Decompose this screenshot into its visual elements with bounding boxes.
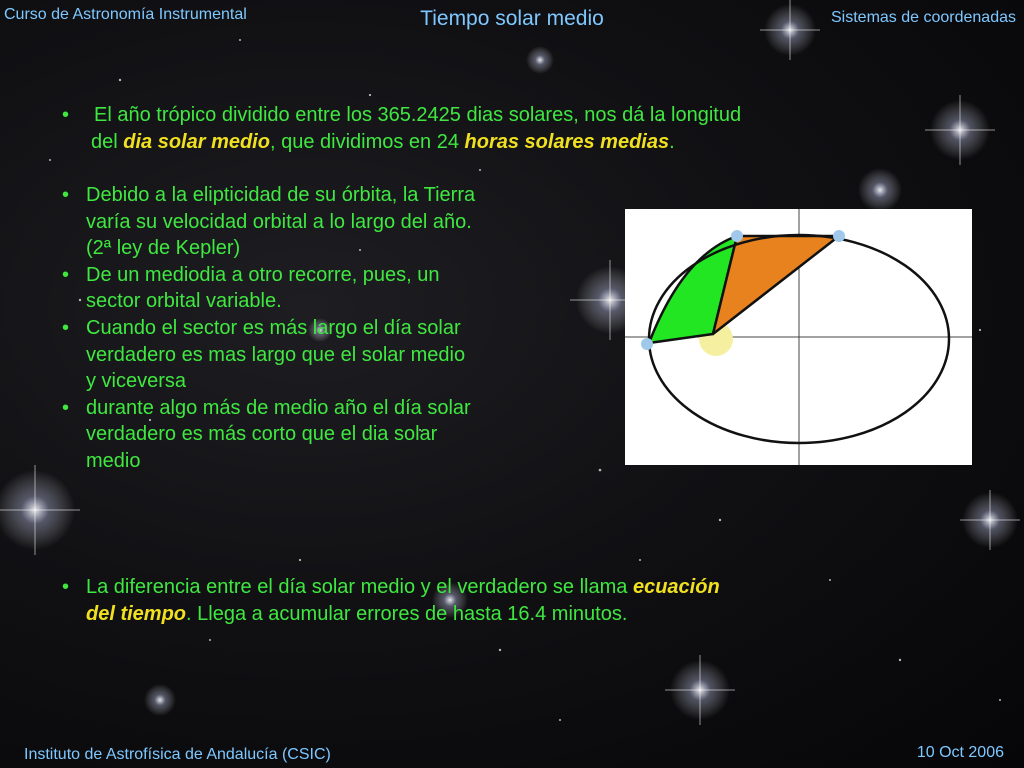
list-item-line: Cuando el sector es más largo el día solar (86, 316, 461, 339)
list-item-line: sector orbital variable. (86, 290, 282, 313)
list-item-line: medio (86, 449, 141, 472)
emphasis-del-tiempo: del tiempo (86, 602, 187, 625)
emphasis-ecuacion: ecuación (632, 576, 720, 598)
slide-title: Tiempo solar medio (420, 7, 604, 30)
list-item-line: durante algo más de medio año el día solar (86, 396, 471, 419)
bullet-marker: • (62, 104, 70, 126)
footer-date: 10 Oct 2006 (916, 744, 1004, 761)
bullet-ecuacion (62, 574, 720, 627)
bullet-intro (62, 102, 741, 155)
orbit-diagram-svg (625, 209, 972, 465)
bullet-marker: • (62, 184, 70, 206)
bullet-intro-prefix: del (91, 130, 124, 153)
emphasis-dia-solar-medio: dia solar medio (123, 130, 270, 153)
footer-institution: Instituto de Astrofísica de Andalucía (CSIC) (24, 746, 331, 763)
list-item-line: y viceversa (86, 370, 187, 393)
bullet-marker: • (62, 263, 70, 286)
bullet-list-left (62, 182, 475, 475)
bullet-intro-line1: El año trópico dividido entre los 365.2425 dias solares, nos dá la longitud (94, 104, 742, 126)
list-item-line: verdadero es mas largo que el solar medio (86, 343, 466, 366)
list-item-line: Debido a la elipticidad de su órbita, la Tierra (86, 184, 476, 206)
emphasis-horas-solares-medias: horas solares medias (464, 130, 670, 153)
bullet-ecuacion-suffix: . Llega a acumular errores de hasta 16.4 minutos. (186, 602, 628, 625)
list-item-line: (2ª ley de Kepler) (86, 237, 241, 260)
orbit-point (641, 338, 653, 350)
list-item-line: verdadero es más corto que el dia solar (86, 423, 438, 446)
bullet-marker: • (62, 576, 70, 598)
orbit-point (731, 230, 743, 242)
list-item-line: De un mediodia a otro recorre, pues, un (86, 263, 440, 286)
list-item-line: varía su velocidad orbital a lo largo del año. (86, 210, 472, 233)
section-name: Sistemas de coordenadas (831, 9, 1016, 26)
course-name: Curso de Astronomía Instrumental (4, 6, 247, 23)
bullet-intro-suffix: . (669, 130, 675, 153)
bullet-ecuacion-prefix: La diferencia entre el día solar medio y el verdadero se llama (86, 576, 633, 598)
orbit-point (833, 230, 845, 242)
bullet-intro-mid: , que dividimos en 24 (269, 130, 465, 153)
orbit-diagram (625, 209, 972, 465)
bullet-marker: • (62, 396, 70, 419)
bullet-marker: • (62, 316, 70, 339)
